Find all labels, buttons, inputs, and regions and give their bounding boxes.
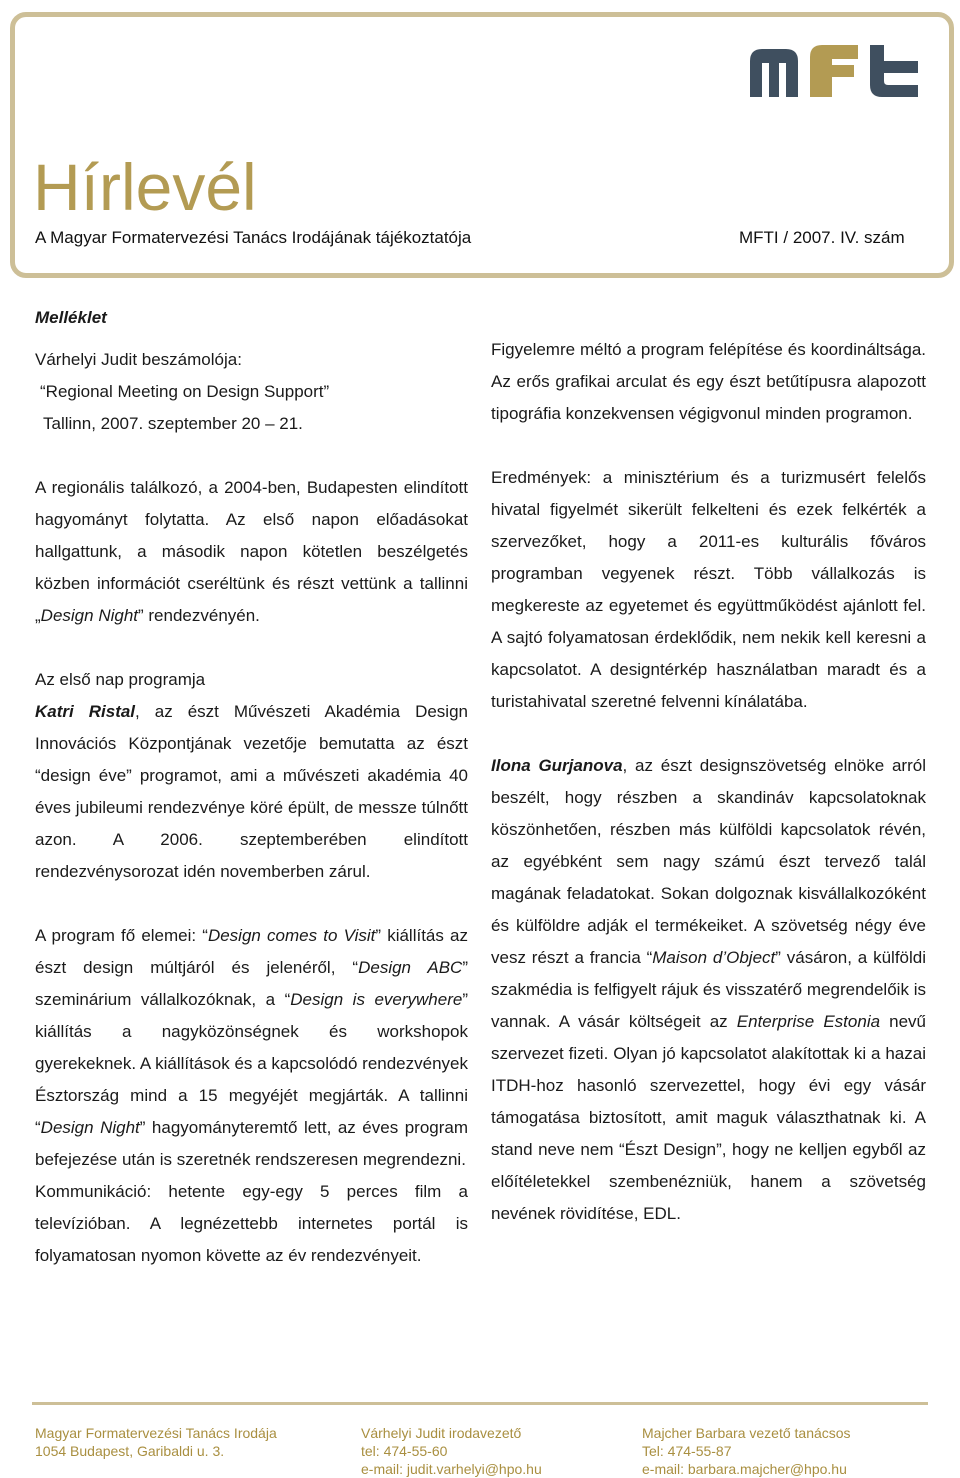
contact-email[interactable]: e-mail: barbara.majcher@hpo.hu (642, 1461, 847, 1477)
footer-contact-majcher (642, 1424, 851, 1478)
newsletter-subtitle: A Magyar Formatervezési Tanács Irodájának tájékoztatója (35, 228, 472, 247)
footer-contact-varhelyi (361, 1424, 542, 1478)
masthead-title: Hírlevél (33, 150, 257, 224)
communication-paragraph: Kommunikáció: hetente egy-egy 5 perces film a televízióban. A legnézettebb internetes portál is folyamatosan nyomon követte az év rendezvényeit. (35, 1182, 468, 1265)
day1-paragraph: Katri Ristal, az észt Művészeti Akadémia Design Innovációs Központjának vezetője bemutatta az észt “design éve” programot, ami a művészeti akadémia 40 éves jubileumi rendezvénye köré épült, de messze túlnőtt azon. A 2006. szeptemberében elindított rendezvénysorozat idén novemberben zárul. (35, 702, 468, 881)
mft-logo (750, 45, 922, 97)
program-structure-paragraph: Figyelemre méltó a program felépítése és koordináltsága. Az erős grafikai arculat és egy észt betűtípusra alapozott tipográfia konzekvensen végigvonul minden programon. (491, 340, 926, 423)
intro-paragraph: A regionális találkozó, a 2004-ben, Budapesten elindított hagyományt folytatta. Az első napon előadásokat hallgattunk, a második napon kötetlen beszélgetés közben információt cseréltünk és részt vettünk a tallinni „Design Night” rendezvényén. (35, 478, 468, 625)
issue-number: MFTI / 2007. IV. szám (739, 228, 905, 247)
contact-email[interactable]: e-mail: judit.varhelyi@hpo.hu (361, 1461, 542, 1477)
program-elements-paragraph: A program fő elemei: “Design comes to Visit” kiállítás az észt design múltjáról és jelenéről, “Design ABC” szeminárium vállalkozóknak, a “Design is everywhere” kiállítás a nagyközönségnek és workshopok gyerekeknek. A kiállítások és a kapcsolódó rendezvények Észtország mind a 15 megyéjét megjárták. A tallinni “Design Night” hagyományteremtő lett, az éves program befejezése után is szeretnék rendszeresen megrendezni. (35, 926, 469, 1169)
right-column (491, 334, 926, 1230)
contact-phone: tel: 474-55-60 (361, 1443, 448, 1459)
results-paragraph: Eredmények: a minisztérium és a turizmusért felelős hivatal figyelmét sikerült felkelteni és ezek felkérték a szervezőket, hogy a 2011-es kulturális főváros programban vegyenek részt. Több vállalkozás is megkereste az egyetemet és együttműködést ajánlott fel. A sajtó folyamatosan érdeklődik, nem nekik kell keresni a kapcsolatot. A designtérkép használatban maradt és a turistahivatal szeretné felvenni kínálatába. (491, 468, 926, 711)
footer-office (35, 1424, 277, 1460)
office-name: Magyar Formatervezési Tanács Irodája (35, 1425, 277, 1441)
design-association-paragraph: Ilona Gurjanova, az észt designszövetség elnöke arról beszélt, hogy részben a skandináv kapcsolatoknak köszönhetően, részben más külföldi kapcsolatok révén, az egyébként sem nagy számú észt tervező talál magának feladatokat. Sokan dolgoznak kisvállalkozóként és külföldre adják el termékeiket. A szövetség négy éve vesz részt a francia “Maison d’Object” vásáron, a külföldi szakmédia is felfigyelt rájuk és visszatérő megrendelőik is vannak. A vásár költségeit az Enterprise Estonia nevű szervezet fizeti. Olyan jó kapcsolatot alakítottak ki a hazai ITDH-hoz hasonló szervezettel, hogy évi egy vásár támogatása biztosított, amit maguk választhatnak ki. A stand neve nem “Észt Design”, hogy ne kelljen egyből az előítéletekkel szembenézniük, hanem a szövetség nevének rövidítése, EDL. (491, 756, 927, 1223)
left-column (35, 302, 468, 1272)
report-event: “Regional Meeting on Design Support” (40, 382, 330, 401)
report-place-date: Tallinn, 2007. szeptember 20 – 21. (43, 414, 303, 433)
contact-name: Majcher Barbara vezető tanácsos (642, 1425, 851, 1441)
office-address: 1054 Budapest, Garibaldi u. 3. (35, 1443, 225, 1459)
footer-divider (32, 1402, 928, 1405)
section-label: Melléklet (35, 308, 107, 327)
contact-name: Várhelyi Judit irodavezető (361, 1425, 522, 1441)
report-author: Várhelyi Judit beszámolója: (35, 350, 242, 369)
day1-heading: Az első nap programja (35, 670, 206, 689)
contact-phone: Tel: 474-55-87 (642, 1443, 732, 1459)
